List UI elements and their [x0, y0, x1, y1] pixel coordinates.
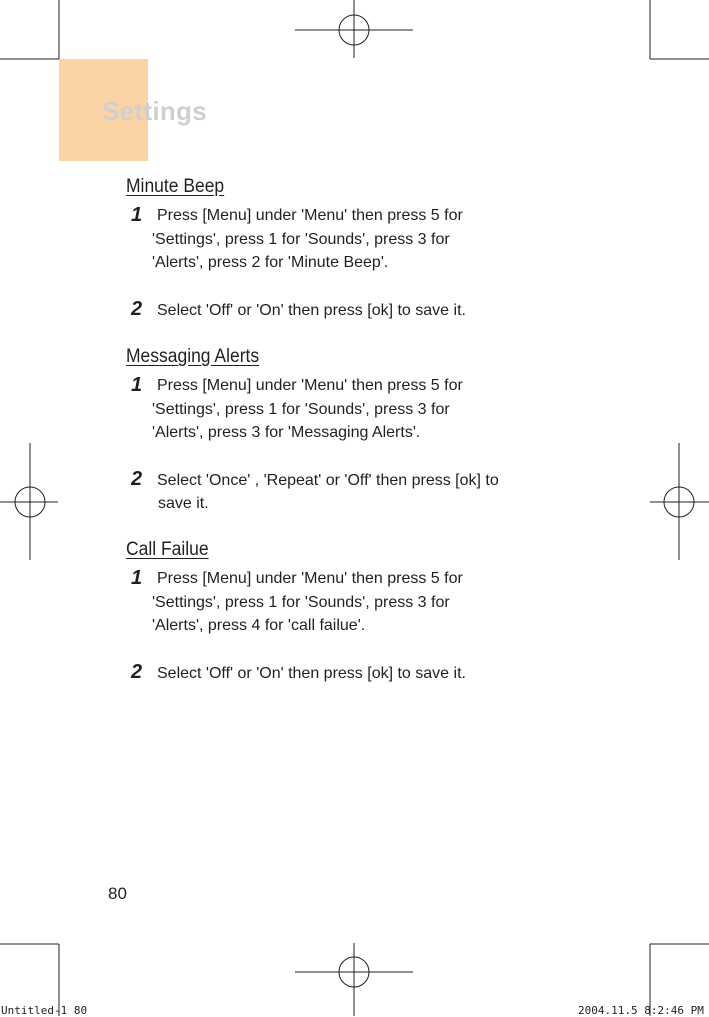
section-heading-call-failue: Call Failue — [126, 539, 209, 560]
step-number: 2 — [131, 661, 143, 683]
section-heading-messaging-alerts: Messaging Alerts — [126, 346, 260, 367]
step-number: 2 — [131, 468, 143, 490]
step-number: 1 — [131, 567, 143, 589]
step-number: 1 — [131, 204, 143, 226]
print-slug-timestamp: 2004.11.5 8:2:46 PM — [578, 1004, 704, 1017]
step-number: 1 — [131, 374, 143, 396]
step-text-line: 'Settings', press 1 for 'Sounds', press 3 for — [152, 231, 450, 248]
step-text-line: 'Alerts', press 3 for 'Messaging Alerts'. — [152, 424, 421, 441]
step-number: 2 — [131, 298, 143, 320]
page-number: 80 — [108, 884, 127, 903]
step-text-line: save it. — [158, 495, 209, 512]
step-text-line: 'Settings', press 1 for 'Sounds', press 3 for — [152, 401, 450, 418]
step-text-line: Press [Menu] under 'Menu' then press 5 for — [157, 377, 463, 394]
step-text-line: 'Settings', press 1 for 'Sounds', press 3 for — [152, 594, 450, 611]
step-text-line: Press [Menu] under 'Menu' then press 5 for — [157, 570, 463, 587]
registration-mark-left — [0, 443, 58, 560]
step-text-line: Select 'Off' or 'On' then press [ok] to save it. — [157, 302, 466, 319]
step-text-line: Select 'Off' or 'On' then press [ok] to save it. — [157, 665, 466, 682]
registration-mark-right — [650, 443, 709, 560]
page-title: Settings — [102, 96, 207, 126]
step-text-line: Press [Menu] under 'Menu' then press 5 for — [157, 207, 463, 224]
print-slug-filename: Untitled-1 80 — [1, 1004, 88, 1017]
registration-mark-bottom — [295, 943, 413, 1016]
step-text-line: 'Alerts', press 4 for 'call failue'. — [152, 617, 366, 634]
step-text-line: 'Alerts', press 2 for 'Minute Beep'. — [152, 254, 389, 271]
step-text-line: Select 'Once' , 'Repeat' or 'Off' then press [ok] to — [157, 472, 499, 489]
registration-mark-top — [295, 0, 413, 58]
section-heading-minute-beep: Minute Beep — [126, 176, 225, 197]
